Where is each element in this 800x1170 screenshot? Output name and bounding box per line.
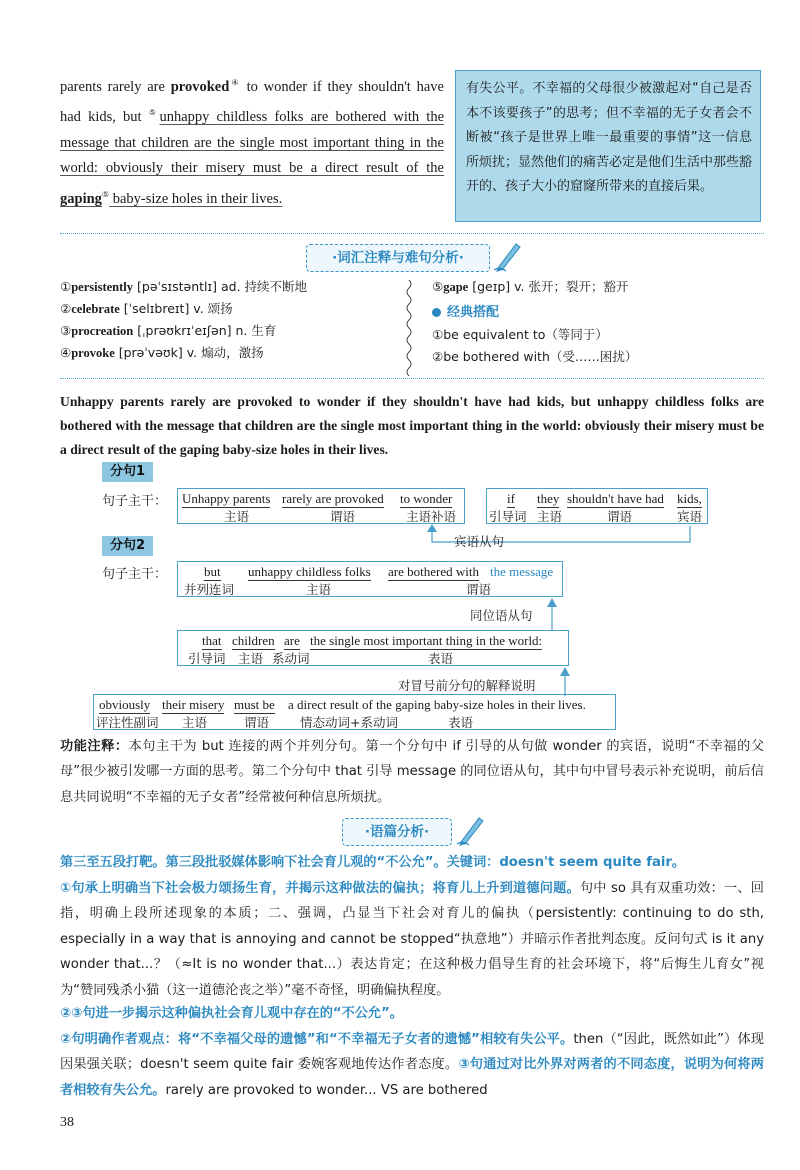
appositive-clause-box <box>177 630 569 666</box>
vocab-item: ④provoke [prəˈvəʊk] v. 煽动，激扬 <box>60 345 264 360</box>
clause1-main-box <box>177 488 465 524</box>
vocab-item: ⑤gape [geɪp] v. 张开；裂开；豁开 <box>432 279 629 294</box>
role-label: 主语 <box>182 715 208 730</box>
role-label: 引导词 <box>489 509 527 524</box>
discourse-paragraph-3: ②句明确作者观点：将“不幸福父母的遗憾”和“不幸福无子女者的遗憾”相较有失公平。then（“因此，既然如此”）体现因果强关联；doesn't seem quite fair 委婉客观地传达作者态度。③句通过对比外界对两者的不同态度，说明为何将两者相较有失公允。rarely are provoked to wonder... VS are bothered <box>60 1032 764 1098</box>
clause1-object-box <box>486 488 708 524</box>
vocab-item: ①persistently [pəˈsɪstəntlɪ] ad. 持续不断地 <box>60 279 308 294</box>
connector-word: that <box>202 633 222 648</box>
role-label: 系动词 <box>272 651 310 666</box>
role-label: 主语 <box>224 509 250 524</box>
clause1-label: 句子主干： <box>102 494 168 509</box>
clause2-main-box <box>177 561 563 597</box>
role-label: 引导词 <box>188 651 226 666</box>
predicative-word: a direct result of the gaping baby-size holes in their lives. <box>288 697 586 712</box>
role-label: 谓语 <box>244 715 270 730</box>
explanation-arrow <box>553 666 583 696</box>
function-note: 功能注释：本句主干为 but 连接的两个并列分句。第一个分句中 if 引导的从句做 wonder 的宾语，说明“不幸福的父母”很少被引发哪一方面的思考。第二个分句中 that 引导 message 的同位语从句，其中句中冒号表示补充说明，前后信息共同说明“不幸福的无子女者”经常被何种信息所烦扰。 <box>60 739 765 805</box>
predicate-word: are bothered with <box>388 564 479 579</box>
translation-box: 有失公平。不幸福的父母很少被激起对“自己是否本不该要孩子”的思考；但不幸福的无子女者会不断被“孩子是世界上唯一最重要的事情”这一信息所烦扰；显然他们的痛苦必定是他们生活中那些豁开的、孩子大小的窟窿所带来的直接后果。 <box>455 70 761 222</box>
subject-word: their misery <box>162 697 225 712</box>
role-label: 谓语 <box>607 509 633 524</box>
appositive-arrow <box>540 597 570 631</box>
role-label: 表语 <box>428 651 454 666</box>
vocab-section-title: ·词汇注释与难句分析· <box>306 244 490 272</box>
role-label: 评注性副词 <box>96 715 159 730</box>
appositive-head-word: the message <box>490 564 554 579</box>
passage-text: parents rarely are provoked④ to wonder if they shouldn't have had kids, but ⑤unhappy childless folks are bothered with the message that children are the single most important thing in the world: obviously their misery must be a direct result of the gaping⑤ baby-size holes in their lives. <box>60 78 445 207</box>
linking-verb-word: are <box>284 633 300 648</box>
role-label: 谓语 <box>466 582 492 597</box>
subject-word: children <box>232 633 275 648</box>
analyzed-sentence: Unhappy parents rarely are provoked to wonder if they shouldn't have had kids, but unhappy childless folks are bothered with the message that children are the single most important thing in the world: obviously their misery must be a direct result of the gaping baby-size holes in their lives. <box>60 394 764 457</box>
appositive-note: 同位语从句 <box>470 608 533 623</box>
adverb-word: obviously <box>99 697 151 712</box>
subject-word: unhappy childless folks <box>248 564 371 579</box>
pen-icon <box>492 238 522 272</box>
predicate-word: rarely are provoked <box>282 491 384 506</box>
role-label: 表语 <box>448 715 474 730</box>
role-label: 宾语 <box>677 509 703 524</box>
discourse-paragraph-2: ②③句进一步揭示这种偏执社会育儿观中存在的“不公允”。 <box>60 1006 403 1021</box>
complement-word: to wonder <box>400 491 453 506</box>
discourse-heading: 第三至五段打靶。第三段批驳媒体影响下社会育儿观的“不公允”。关键词：doesn't seem quite fair。 <box>60 855 686 870</box>
collocation-item: ②be bothered with（受……困扰） <box>432 349 638 364</box>
divider <box>60 233 764 234</box>
clause2-tag: 分句2 <box>102 536 153 556</box>
role-label: 主语 <box>306 582 332 597</box>
page-number: 38 <box>60 1115 74 1130</box>
role-label: 主语 <box>537 509 563 524</box>
role-label: 情态动词+系动词 <box>300 715 398 730</box>
vocab-list-left <box>60 276 307 364</box>
role-label: 主语补语 <box>406 509 457 524</box>
role-label: 谓语 <box>330 509 356 524</box>
discourse-section-title: ·语篇分析· <box>342 818 452 846</box>
pen-icon <box>455 812 485 846</box>
conjunction-word: but <box>204 564 221 579</box>
vocab-item: ②celebrate [ˈselɪbreɪt] v. 颂扬 <box>60 301 233 316</box>
discourse-paragraph-1: ①句承上明确当下社会极力颂扬生育，并揭示这种做法的偏执；将育儿上升到道德问题。句中 so 具有双重功效：一、回指，明确上段所述现象的本质；二、强调，凸显当下社会对育儿的偏执（persistently: continuing to do sth, especially in a way that is annoying and cannot be stopped“执意地”）并暗示作者批判态度。反问句式 is it any wonder that...？（≈It is no wonder that...）表达肯定；在这种极力倡导生育的社会环境下，将“后悔生儿育女”视为“赞同残杀小猫（这一道德沦丧之举）”毫不奇怪，明确偏执程度。 <box>60 881 764 998</box>
predicative-word: the single most important thing in the world: <box>310 633 543 648</box>
subject-word: they <box>537 491 560 506</box>
vocab-item: ③procreation [ˌprəʊkrɪˈeɪʃən] n. 生育 <box>60 323 277 338</box>
object-word: kids, <box>677 491 702 506</box>
wavy-divider <box>404 280 414 376</box>
subject-word: Unhappy parents <box>182 491 271 506</box>
object-clause-note: 宾语从句 <box>454 534 505 549</box>
vocab-list-right <box>432 276 637 368</box>
colon-note: 对冒号前分句的解释说明 <box>398 678 536 693</box>
explanation-clause-box <box>93 694 616 730</box>
collocation-heading: 经典搭配 <box>432 301 637 324</box>
bullet-dot-icon <box>432 308 441 317</box>
predicate-word: must be <box>234 697 275 712</box>
role-label: 主语 <box>238 651 264 666</box>
collocation-item: ①be equivalent to（等同于） <box>432 327 608 342</box>
divider <box>60 378 764 379</box>
connector-word: if <box>507 491 515 506</box>
predicate-word: shouldn't have had <box>567 491 664 506</box>
clause1-tag: 分句1 <box>102 462 153 482</box>
role-label: 并列连词 <box>184 582 235 597</box>
clause2-label: 句子主干： <box>102 567 168 582</box>
